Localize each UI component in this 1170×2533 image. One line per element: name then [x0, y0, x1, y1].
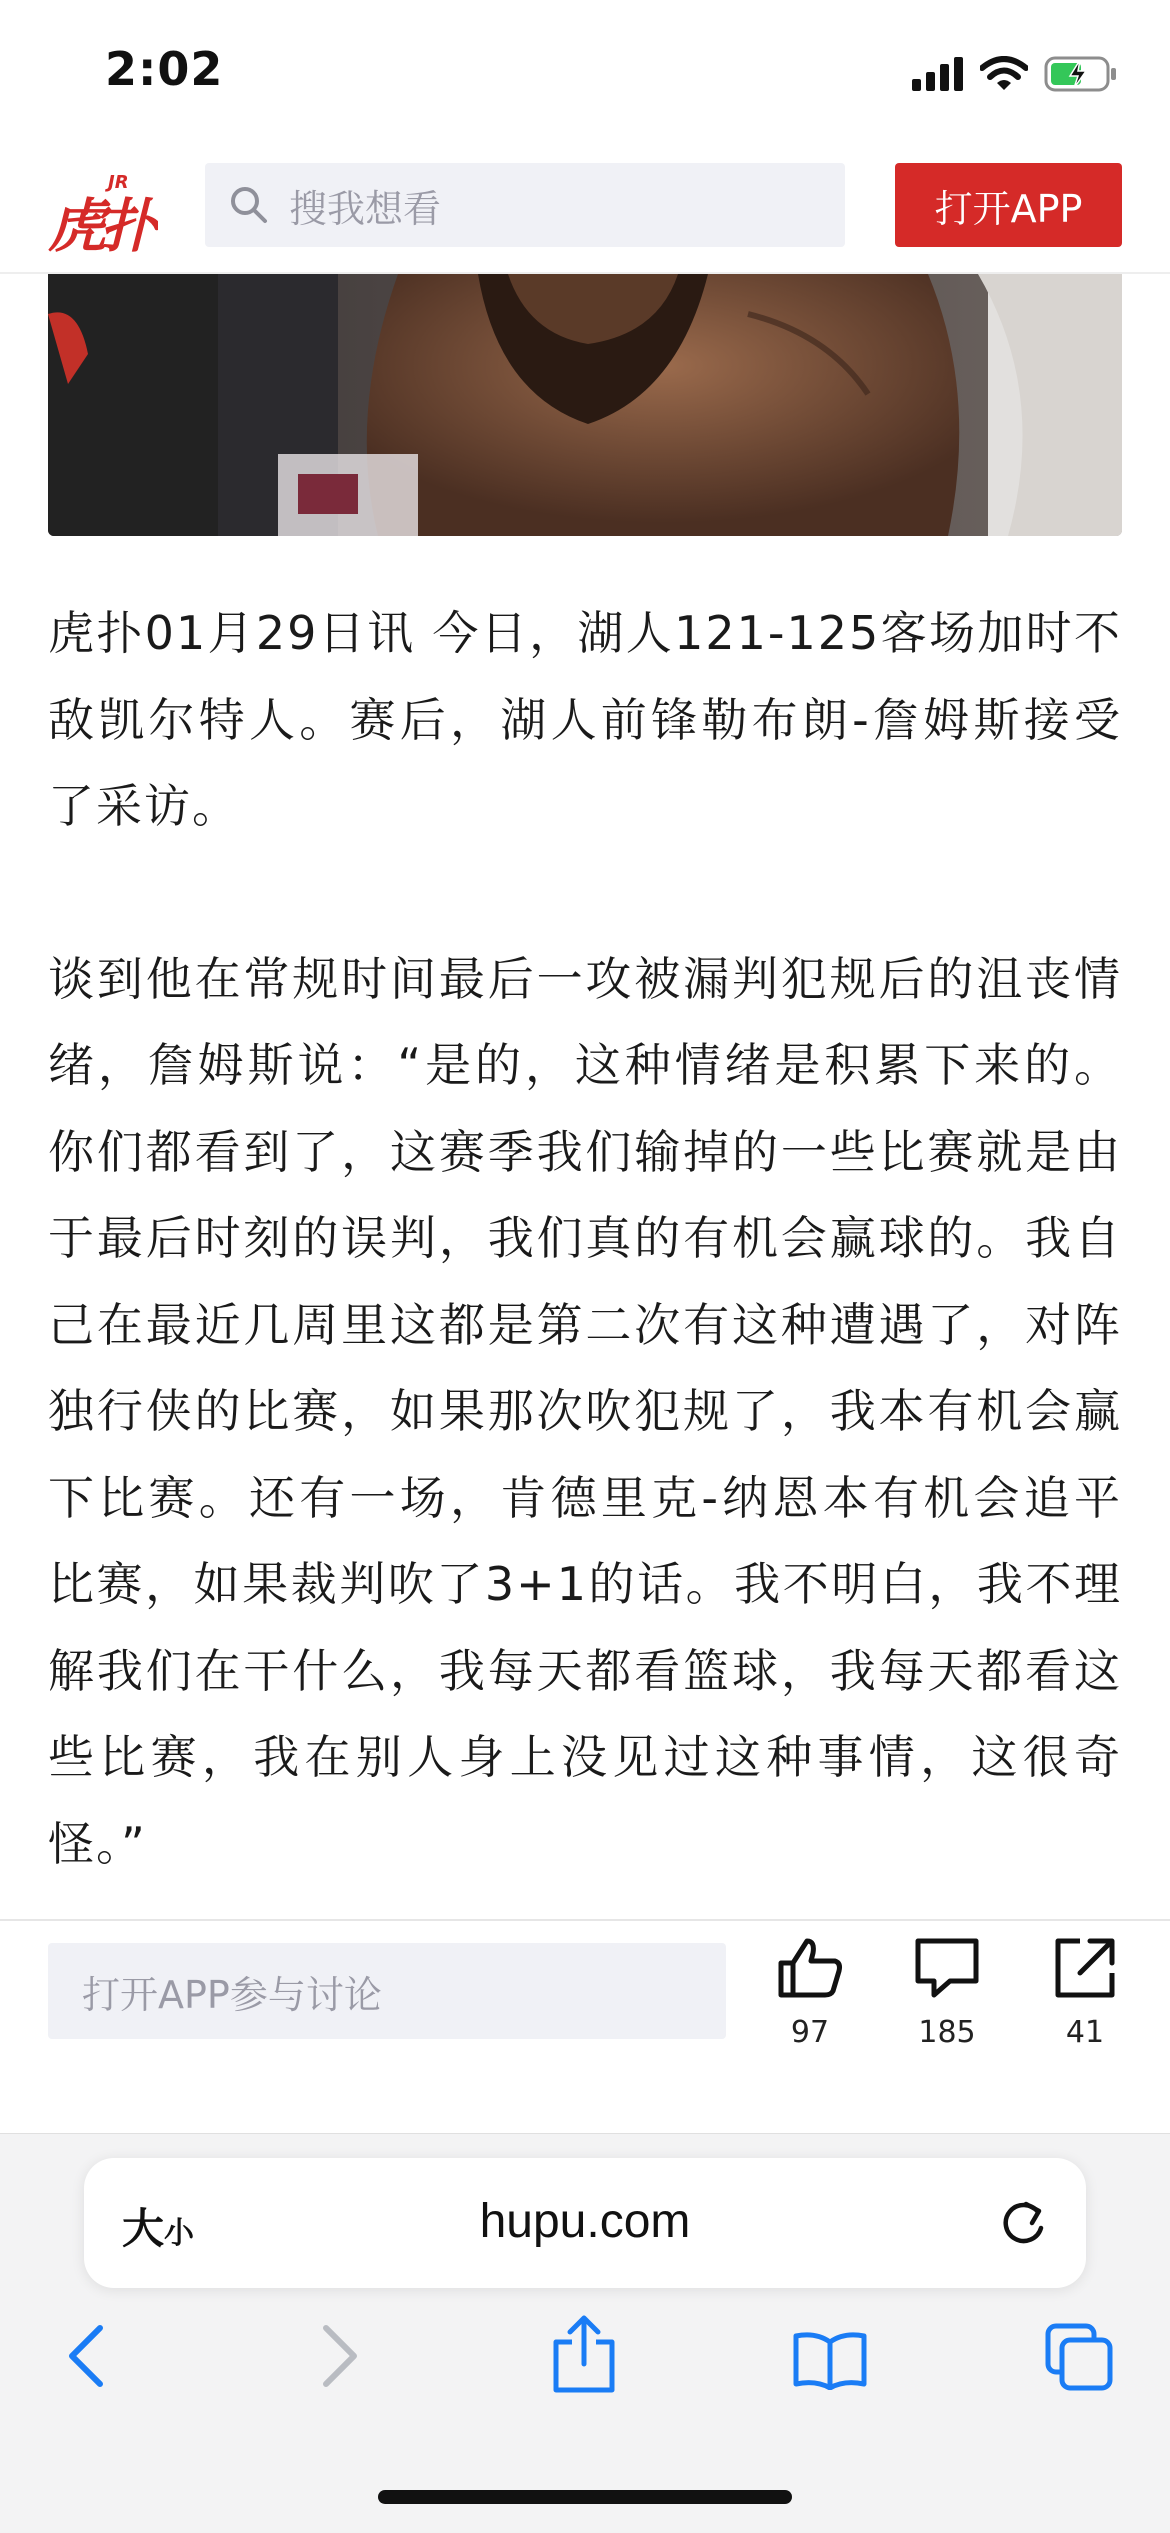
cellular-signal-icon — [912, 57, 964, 91]
article-paragraph: 谈到他在常规时间最后一攻被漏判犯规后的沮丧情绪，詹姆斯说：“是的，这种情绪是积累下来的。你们都看到了，这赛季我们输掉的一些比赛就是由于最后时刻的误判，我们真的有机会赢球的。我自己在最近几周里这都是第二次有这种遭遇了，对阵独行侠的比赛，如果那次吹犯规了，我本有机会赢下比赛。还有一场，肯德里克-纳恩本有机会追平比赛，如果裁判吹了3+1的话。我不明白，我不理解我们在干什么，我每天都看篮球，我每天都看这些比赛，我在别人身上没见过这种事情，这很奇怪。” — [48, 951, 1122, 1871]
status-time: 2:02 — [105, 42, 224, 96]
bookmarks-icon[interactable] — [792, 2330, 868, 2390]
wifi-icon — [980, 56, 1028, 92]
discussion-placeholder: 打开APP参与讨论 — [82, 1972, 382, 2017]
browser-chrome — [0, 2133, 1170, 2533]
comment-count: 185 — [918, 2015, 976, 2050]
comment-icon — [914, 1937, 980, 1999]
discussion-bar — [0, 1919, 1170, 2135]
status-icons — [912, 52, 1118, 96]
url-text: hupu.com — [479, 2195, 691, 2248]
home-indicator — [378, 2490, 792, 2504]
forward-icon[interactable] — [320, 2324, 360, 2388]
search-icon — [229, 185, 269, 225]
back-icon[interactable] — [66, 2324, 106, 2388]
discussion-input[interactable] — [48, 1943, 726, 2039]
comment-button[interactable] — [887, 1937, 1007, 2050]
article-paragraph: 虎扑01月29日讯 今日，湖人121-125客场加时不敌凯尔特人。赛后，湖人前锋勒布朗-詹姆斯接受了采访。 — [48, 606, 1122, 833]
hupu-logo[interactable] — [48, 158, 158, 258]
search-placeholder: 搜我想看 — [289, 186, 442, 231]
app-header — [0, 150, 1170, 274]
text-size-small: 小 — [164, 2216, 195, 2251]
reload-icon[interactable] — [998, 2196, 1048, 2250]
svg-text:JR: JR — [108, 172, 129, 193]
share-count: 41 — [1065, 2015, 1105, 2050]
like-button[interactable] — [750, 1937, 870, 2050]
thumbs-up-icon — [777, 1937, 843, 1999]
search-input[interactable] — [205, 163, 845, 247]
article-body — [48, 590, 1122, 1920]
tabs-icon[interactable] — [1044, 2322, 1114, 2392]
share-sheet-icon[interactable] — [552, 2314, 616, 2394]
share-icon — [1054, 1937, 1116, 1999]
svg-text:虎扑: 虎扑 — [48, 192, 153, 258]
share-button[interactable] — [1025, 1937, 1145, 2050]
status-bar — [0, 0, 1170, 150]
article-photo — [48, 274, 1122, 536]
address-bar[interactable] — [84, 2158, 1086, 2288]
like-count: 97 — [790, 2015, 830, 2050]
open-app-button[interactable]: 打开APP — [895, 163, 1122, 247]
text-size-big: 大 — [122, 2204, 165, 2253]
battery-charging-icon — [1044, 55, 1118, 93]
